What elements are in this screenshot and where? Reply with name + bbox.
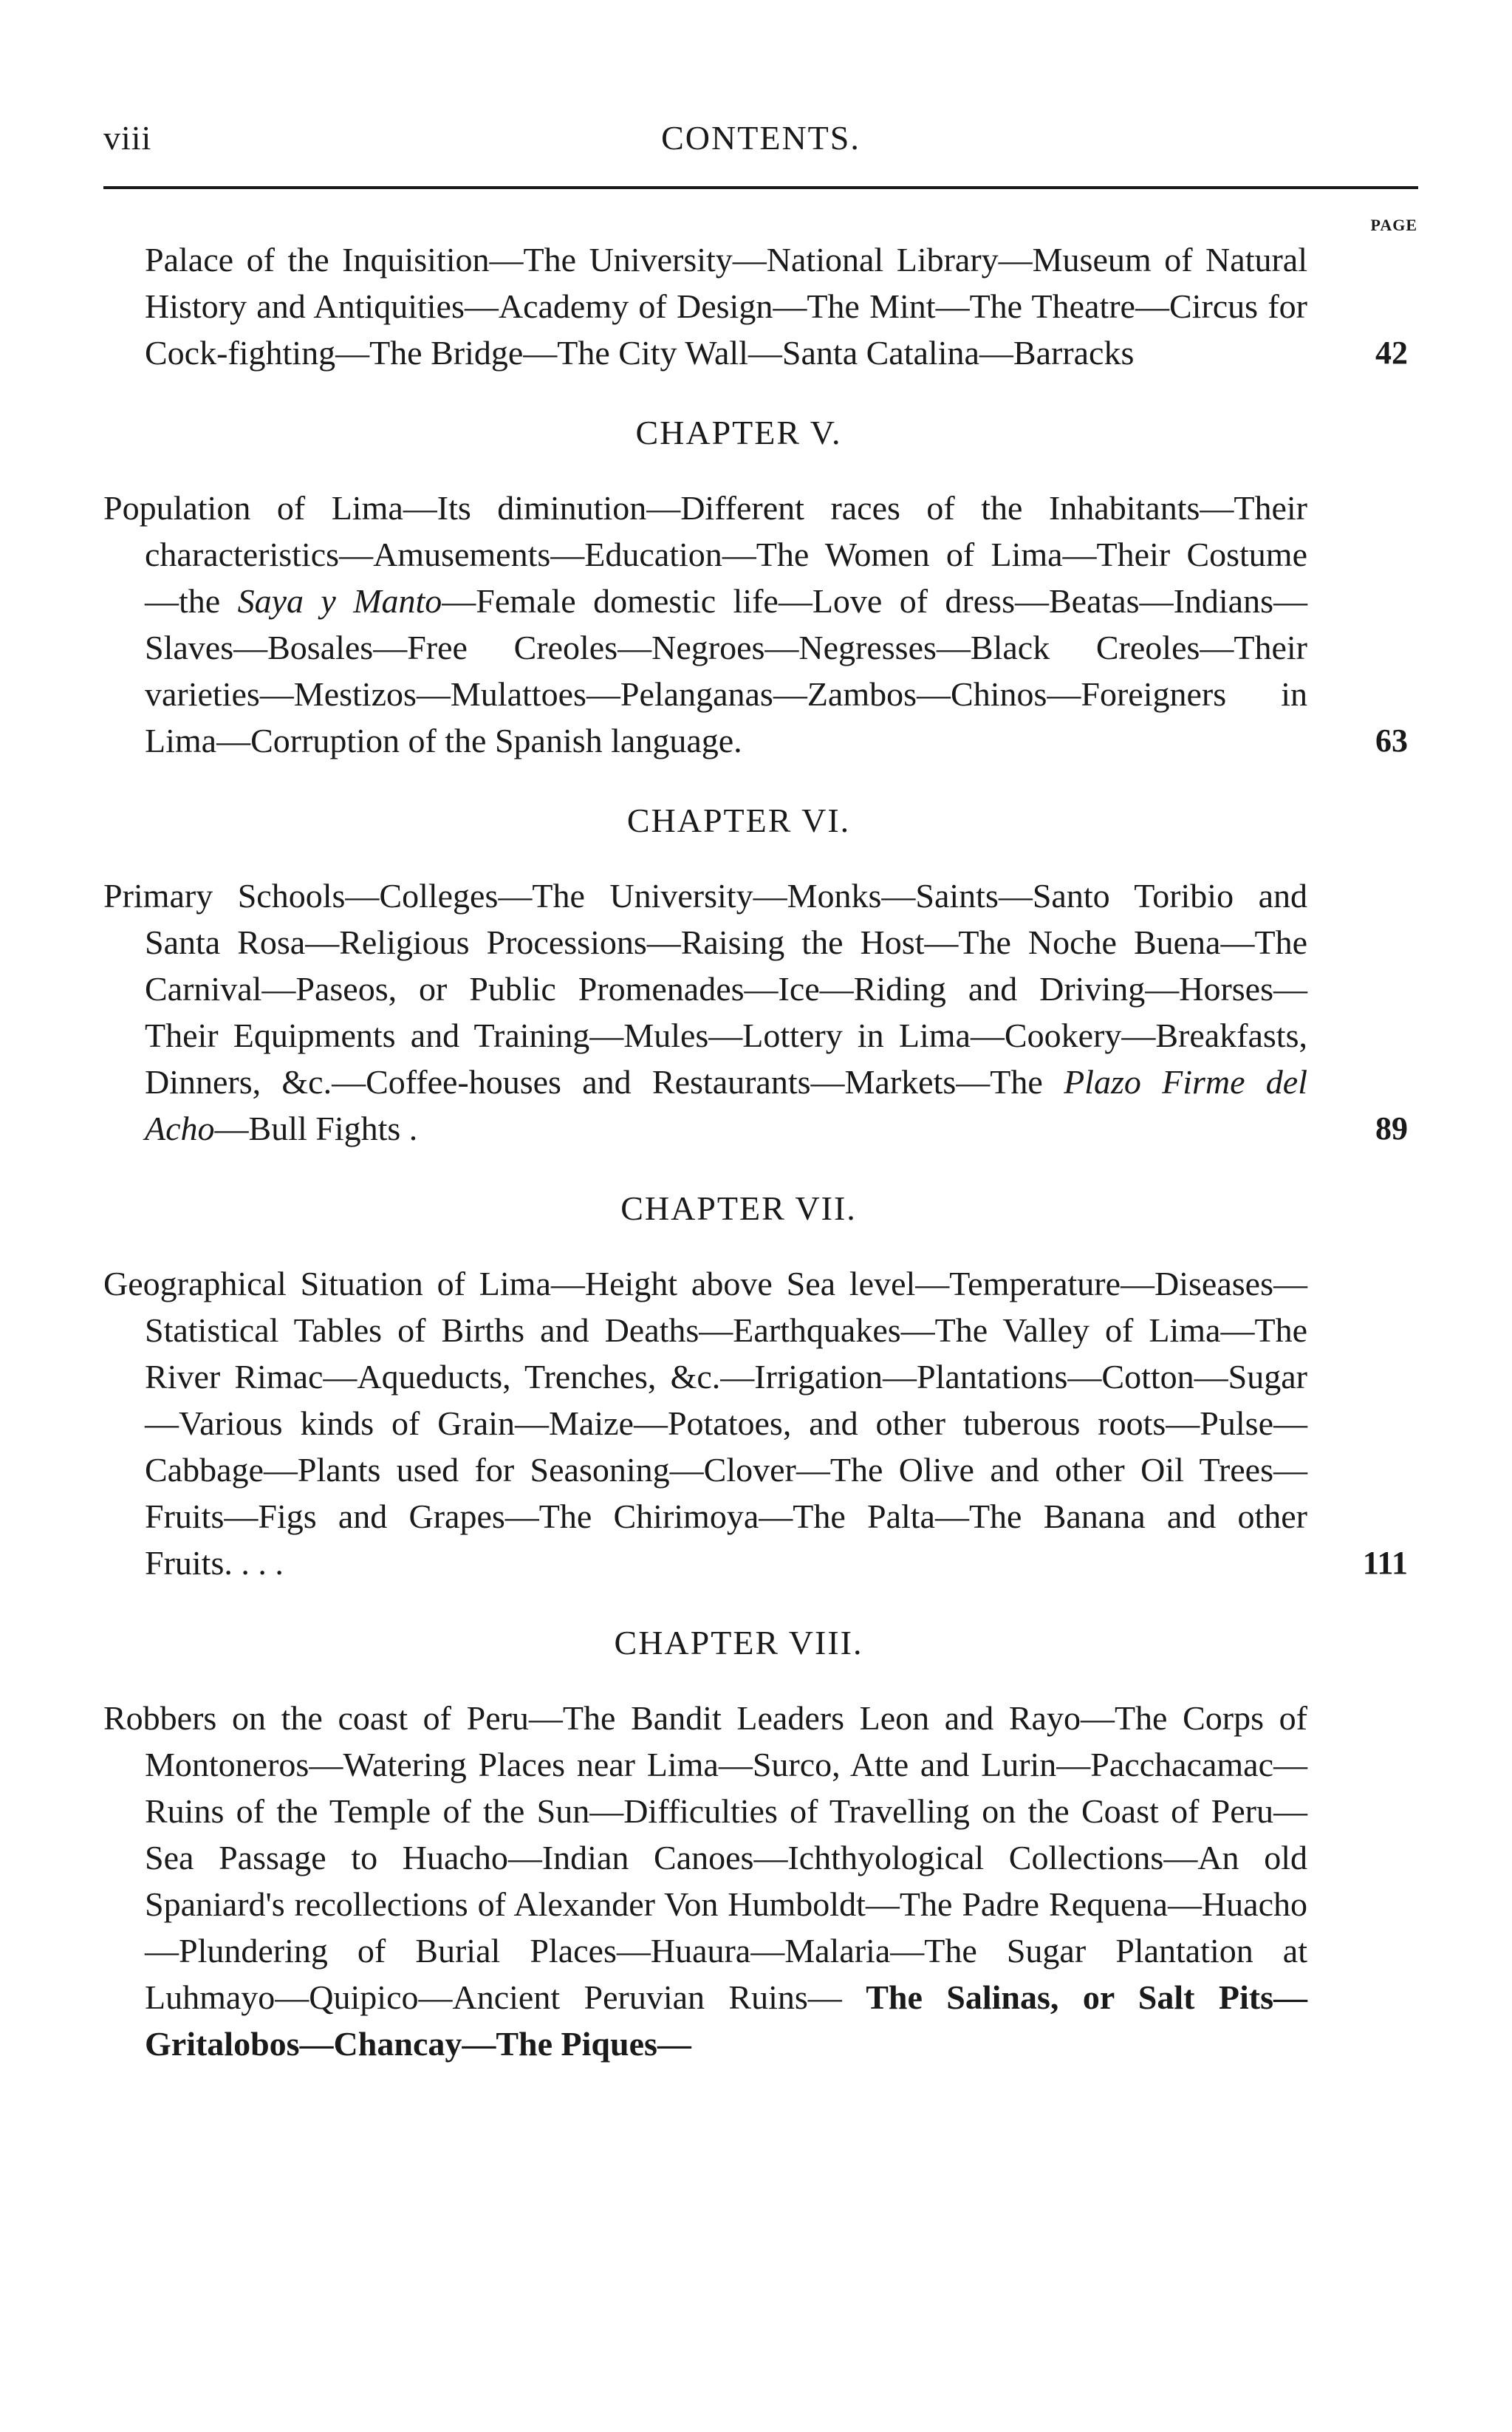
entry-text: Geographical Situation of Lima—Height above Sea level—Temperature—Diseases—Statistical Tables of Births and Deaths—Earthquakes—The Valley of Lima—The River Rimac—Aqueducts, Trenches, &c.—Irrigation—Plantations—Cotton—Sugar—Various kinds of Grain—Maize—Potatoes, and other tuberous roots—Pulse—Cabbage—Plants used for Seasoning—Clover—The Olive and other Oil Trees—Fruits—Figs and Grapes—The Chirimoya—The Palta—The Banana and other Fruits. . . . [103, 1265, 1307, 1582]
running-title: CONTENTS. [661, 119, 861, 157]
entry-italic-text: Plazo Firme del Acho [145, 1063, 1307, 1147]
chapter-heading-viii: CHAPTER VIII. [614, 1624, 863, 1661]
header-rule [103, 186, 1418, 189]
entry-text: Palace of the Inquisition—The University—National Library—Museum of Natural History and Antiquities—Academy of Design—The Mint—The Theatre—Circus for Cock-fighting—The Bridge—The City Wall—Santa Catalina—Barracks [145, 241, 1307, 372]
entry-text: Primary Schools—Colleges—The University—Monks—Saints—Santo Toribio and Santa Rosa—Religious Processions—Raising the Host—The Noche Buena—The Carnival—Paseos, or Public Promenades—Ice—Riding and Driving—Horses—Their Equipments and Training—Mules—Lottery in Lima—Cookery—Breakfasts, Dinners, &c.—Coffee-houses and Restaurants—Markets—The [103, 877, 1307, 1101]
chapter-heading-v: CHAPTER V. [635, 414, 842, 451]
entry-text: Robbers on the coast of Peru—The Bandit Leaders Leon and Rayo—The Corps of Montoneros—Watering Places near Lima—Surco, Atte and Lurin—Pacchacamac—Ruins of the Temple of the Sun—Difficulties of Travelling on the Coast of Peru—Sea Passage to Huacho—Indian Canoes—Ichthyological Collections—An old Spaniard's recollections of Alexander Von Humboldt—The Padre Requena—Huacho—Plundering of Burial Places—Huaura—Malaria—The Sugar Plantation at Luhmayo—Quipico—Ancient Peruvian Ruins— [103, 1699, 1307, 2016]
toc-entry-chapter-iv-cont [103, 236, 1418, 376]
entry-text: Population of Lima—Its diminution—Different races of the Inhabitants—Their characteristics—Amusements—Education—The Women of Lima—Their Costume—the [103, 489, 1307, 620]
entry-page-number: 63 [1375, 723, 1408, 759]
entry-text: —Female domestic life—Love of dress—Beatas—Indians—Slaves—Bosales—Free Creoles—Negroes—Negresses—Black Creoles—Their varieties—Mestizos—Mulattoes—Pelanganas—Zambos—Chinos—Foreigners in Lima—Corruption of the Spanish language. [145, 582, 1308, 759]
entry-page-number: 42 [1375, 335, 1408, 371]
contents-body [103, 236, 1418, 2067]
chapter-heading-vii: CHAPTER VII. [620, 1189, 857, 1227]
page-header [103, 118, 1418, 170]
folio-number: viii [103, 119, 152, 157]
entry-page-number: 89 [1375, 1110, 1408, 1147]
page-column-label: PAGE [1370, 216, 1417, 234]
toc-entry-chapter-vii [103, 1260, 1418, 1586]
entry-page-number: 111 [1362, 1545, 1408, 1581]
toc-entry-chapter-vi [103, 872, 1418, 1152]
entry-last-line: The Salinas, or Salt Pits—Gritalobos—Chancay—The Piques— [145, 1978, 1307, 2063]
entry-text: —Bull Fights . [214, 1110, 418, 1147]
chapter-heading-vi: CHAPTER VI. [626, 802, 851, 839]
entry-italic-text: Saya y Manto [237, 582, 442, 620]
toc-entry-chapter-v [103, 485, 1418, 764]
toc-entry-chapter-viii [103, 1695, 1418, 2067]
